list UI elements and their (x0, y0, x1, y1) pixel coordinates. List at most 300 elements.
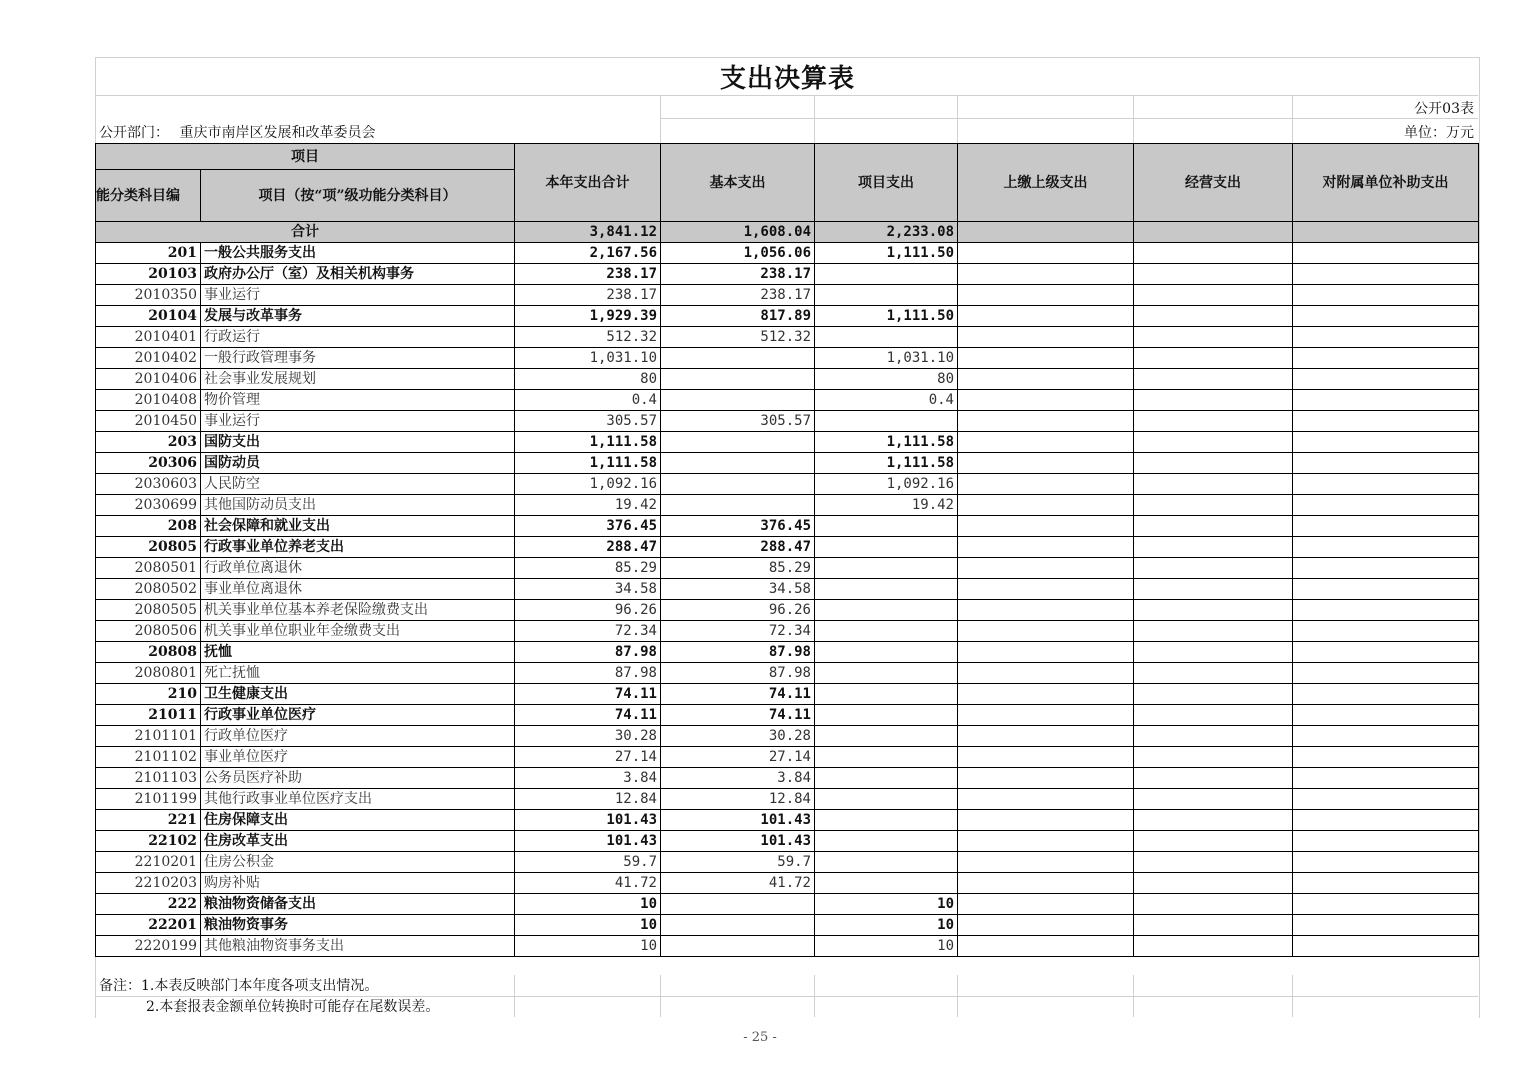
cell-subsidy (1293, 369, 1479, 390)
table-row (96, 831, 1479, 852)
cell-name: 事业单位离退休 (201, 579, 515, 600)
cell-project (815, 852, 958, 873)
cell-project (815, 705, 958, 726)
cell-basic: 41.72 (661, 873, 815, 894)
cell-subsidy (1293, 873, 1479, 894)
cell-code: 20808 (96, 642, 201, 663)
cell-subsidy (1293, 894, 1479, 915)
cell-total: 305.57 (515, 411, 661, 432)
cell-basic: 238.17 (661, 264, 815, 285)
cell-project (815, 789, 958, 810)
cell-total: 1,031.10 (515, 348, 661, 369)
cell-basic: 74.11 (661, 705, 815, 726)
table-row (96, 789, 1479, 810)
cell-code: 22201 (96, 915, 201, 936)
cell-upper (958, 306, 1134, 327)
grid-line (95, 95, 1478, 96)
cell-code: 20805 (96, 537, 201, 558)
cell-project (815, 558, 958, 579)
cell-subsidy (1293, 327, 1479, 348)
cell-total: 30.28 (515, 726, 661, 747)
cell-subsidy (1293, 810, 1479, 831)
cell-project (815, 831, 958, 852)
cell-total: 1,092.16 (515, 474, 661, 495)
cell-name: 购房补贴 (201, 873, 515, 894)
cell-total: 34.58 (515, 579, 661, 600)
total-label: 合计 (96, 222, 515, 243)
cell-upper (958, 348, 1134, 369)
cell-name: 物价管理 (201, 390, 515, 411)
cell-project (815, 537, 958, 558)
grid-line (660, 95, 661, 143)
cell-code: 2101101 (96, 726, 201, 747)
cell-business (1134, 768, 1293, 789)
cell-total: 288.47 (515, 537, 661, 558)
cell-subsidy (1293, 243, 1479, 264)
cell-business (1134, 663, 1293, 684)
cell-name: 人民防空 (201, 474, 515, 495)
table-row (96, 369, 1479, 390)
cell-name: 事业运行 (201, 285, 515, 306)
cell-name: 住房公积金 (201, 852, 515, 873)
cell-subsidy (1293, 852, 1479, 873)
cell-code: 222 (96, 894, 201, 915)
table-row (96, 306, 1479, 327)
cell-project (815, 579, 958, 600)
cell-upper (958, 642, 1134, 663)
table-row (96, 537, 1479, 558)
cell-name: 行政运行 (201, 327, 515, 348)
cell-upper (958, 894, 1134, 915)
table-row (96, 705, 1479, 726)
cell-upper (958, 390, 1134, 411)
table-row (96, 852, 1479, 873)
cell-name: 机关事业单位基本养老保险缴费支出 (201, 600, 515, 621)
cell-basic: 3.84 (661, 768, 815, 789)
cell-business (1134, 558, 1293, 579)
cell-subsidy (1293, 642, 1479, 663)
cell-business (1134, 915, 1293, 936)
total-row (96, 222, 1479, 243)
cell-name: 事业单位医疗 (201, 747, 515, 768)
table-row (96, 327, 1479, 348)
cell-code: 2210201 (96, 852, 201, 873)
cell-code: 2220199 (96, 936, 201, 957)
cell-subsidy (1293, 285, 1479, 306)
cell-business (1134, 789, 1293, 810)
cell-project: 10 (815, 915, 958, 936)
cell-upper (958, 831, 1134, 852)
cell-subsidy (1293, 495, 1479, 516)
cell-project (815, 411, 958, 432)
cell-code: 2210203 (96, 873, 201, 894)
page-title: 支出决算表 (719, 64, 855, 94)
cell-subsidy (1293, 936, 1479, 957)
cell-subsidy (1293, 831, 1479, 852)
cell-total: 85.29 (515, 558, 661, 579)
cell-upper (958, 222, 1134, 243)
cell-code: 2101102 (96, 747, 201, 768)
cell-upper (958, 579, 1134, 600)
cell-total: 96.26 (515, 600, 661, 621)
cell-business (1134, 810, 1293, 831)
cell-total: 87.98 (515, 642, 661, 663)
cell-code: 2010408 (96, 390, 201, 411)
cell-total: 10 (515, 894, 661, 915)
cell-basic (661, 348, 815, 369)
cell-name: 政府办公厅（室）及相关机构事务 (201, 264, 515, 285)
cell-subsidy (1293, 768, 1479, 789)
cell-business (1134, 432, 1293, 453)
cell-upper (958, 915, 1134, 936)
cell-upper (958, 495, 1134, 516)
cell-business (1134, 474, 1293, 495)
cell-basic: 817.89 (661, 306, 815, 327)
cell-business (1134, 390, 1293, 411)
cell-basic: 101.43 (661, 810, 815, 831)
cell-code: 2010450 (96, 411, 201, 432)
cell-subsidy (1293, 432, 1479, 453)
table-row (96, 642, 1479, 663)
cell-basic: 74.11 (661, 684, 815, 705)
cell-code: 2101199 (96, 789, 201, 810)
cell-upper (958, 474, 1134, 495)
cell-business (1134, 621, 1293, 642)
cell-name: 粮油物资储备支出 (201, 894, 515, 915)
cell-subsidy (1293, 348, 1479, 369)
cell-subsidy (1293, 621, 1479, 642)
cell-code: 201 (96, 243, 201, 264)
cell-name: 国防支出 (201, 432, 515, 453)
cell-name: 其他行政事业单位医疗支出 (201, 789, 515, 810)
cell-basic: 72.34 (661, 621, 815, 642)
cell-subsidy (1293, 726, 1479, 747)
table-row (96, 243, 1479, 264)
table-row (96, 474, 1479, 495)
cell-subsidy (1293, 705, 1479, 726)
cell-code: 2080501 (96, 558, 201, 579)
cell-name: 行政事业单位养老支出 (201, 537, 515, 558)
grid-line (660, 118, 1478, 119)
table-row (96, 411, 1479, 432)
cell-name: 一般公共服务支出 (201, 243, 515, 264)
cell-name: 社会保障和就业支出 (201, 516, 515, 537)
cell-business (1134, 285, 1293, 306)
cell-code: 2080505 (96, 600, 201, 621)
cell-total: 12.84 (515, 789, 661, 810)
cell-basic (661, 915, 815, 936)
cell-business (1134, 726, 1293, 747)
table-row (96, 621, 1479, 642)
cell-basic (661, 474, 815, 495)
cell-business (1134, 537, 1293, 558)
cell-upper (958, 747, 1134, 768)
cell-total: 1,111.58 (515, 432, 661, 453)
cell-name: 其他粮油物资事务支出 (201, 936, 515, 957)
page-number: - 25 - (743, 1030, 777, 1045)
table-row (96, 873, 1479, 894)
table-row (96, 432, 1479, 453)
cell-project: 2,233.08 (815, 222, 958, 243)
cell-total: 59.7 (515, 852, 661, 873)
cell-name: 行政单位医疗 (201, 726, 515, 747)
cell-basic: 87.98 (661, 642, 815, 663)
cell-business (1134, 411, 1293, 432)
cell-project (815, 327, 958, 348)
cell-upper (958, 453, 1134, 474)
cell-name: 其他国防动员支出 (201, 495, 515, 516)
cell-upper (958, 285, 1134, 306)
cell-business (1134, 306, 1293, 327)
table-row (96, 264, 1479, 285)
cell-upper (958, 327, 1134, 348)
header-upper: 上缴上级支出 (958, 144, 1134, 222)
cell-subsidy (1293, 306, 1479, 327)
header-basic: 基本支出 (661, 144, 815, 222)
header-business: 经营支出 (1134, 144, 1293, 222)
cell-project: 10 (815, 936, 958, 957)
cell-upper (958, 600, 1134, 621)
cell-project: 1,111.50 (815, 306, 958, 327)
cell-business (1134, 453, 1293, 474)
cell-basic (661, 369, 815, 390)
cell-basic (661, 390, 815, 411)
cell-total: 72.34 (515, 621, 661, 642)
note-1: 备注：1.本表反映部门本年度各项支出情况。 (99, 978, 379, 994)
cell-total: 27.14 (515, 747, 661, 768)
cell-name: 一般行政管理事务 (201, 348, 515, 369)
cell-project (815, 810, 958, 831)
cell-total: 512.32 (515, 327, 661, 348)
cell-business (1134, 264, 1293, 285)
cell-subsidy (1293, 411, 1479, 432)
cell-code: 2010406 (96, 369, 201, 390)
cell-upper (958, 684, 1134, 705)
cell-code: 20104 (96, 306, 201, 327)
cell-subsidy (1293, 663, 1479, 684)
cell-name: 发展与改革事务 (201, 306, 515, 327)
cell-business (1134, 852, 1293, 873)
cell-basic (661, 894, 815, 915)
cell-subsidy (1293, 747, 1479, 768)
cell-total: 2,167.56 (515, 243, 661, 264)
cell-subsidy (1293, 558, 1479, 579)
cell-code: 22102 (96, 831, 201, 852)
cell-project: 19.42 (815, 495, 958, 516)
cell-total: 87.98 (515, 663, 661, 684)
cell-code: 2010401 (96, 327, 201, 348)
cell-upper (958, 516, 1134, 537)
cell-subsidy (1293, 600, 1479, 621)
cell-code: 21011 (96, 705, 201, 726)
cell-upper (958, 873, 1134, 894)
note-2: 2.本套报表金额单位转换时可能存在尾数误差。 (146, 999, 440, 1015)
cell-basic: 34.58 (661, 579, 815, 600)
cell-code: 20103 (96, 264, 201, 285)
cell-business (1134, 894, 1293, 915)
cell-subsidy (1293, 579, 1479, 600)
cell-code: 20306 (96, 453, 201, 474)
table-row (96, 726, 1479, 747)
table-row (96, 810, 1479, 831)
cell-business (1134, 495, 1293, 516)
cell-upper (958, 243, 1134, 264)
grid-line (814, 95, 815, 143)
cell-project (815, 873, 958, 894)
cell-upper (958, 936, 1134, 957)
table-row (96, 936, 1479, 957)
cell-subsidy (1293, 516, 1479, 537)
cell-upper (958, 810, 1134, 831)
cell-subsidy (1293, 222, 1479, 243)
cell-upper (958, 411, 1134, 432)
cell-upper (958, 537, 1134, 558)
cell-subsidy (1293, 789, 1479, 810)
table-row (96, 579, 1479, 600)
cell-code: 221 (96, 810, 201, 831)
cell-basic: 101.43 (661, 831, 815, 852)
cell-name: 抚恤 (201, 642, 515, 663)
expenditure-table (95, 143, 1479, 957)
cell-name: 事业运行 (201, 411, 515, 432)
table-row (96, 558, 1479, 579)
cell-code: 2080502 (96, 579, 201, 600)
cell-business (1134, 873, 1293, 894)
cell-code: 2080506 (96, 621, 201, 642)
cell-business (1134, 831, 1293, 852)
cell-upper (958, 852, 1134, 873)
table-row (96, 768, 1479, 789)
cell-name: 死亡抚恤 (201, 663, 515, 684)
cell-name: 机关事业单位职业年金缴费支出 (201, 621, 515, 642)
cell-total: 1,929.39 (515, 306, 661, 327)
cell-code: 2101103 (96, 768, 201, 789)
cell-total: 101.43 (515, 831, 661, 852)
cell-basic: 376.45 (661, 516, 815, 537)
cell-business (1134, 747, 1293, 768)
cell-business (1134, 243, 1293, 264)
header-subsidy: 对附属单位补助支出 (1293, 144, 1479, 222)
cell-subsidy (1293, 684, 1479, 705)
cell-project: 10 (815, 894, 958, 915)
table-id: 公开03表 (1414, 101, 1474, 117)
cell-name: 粮油物资事务 (201, 915, 515, 936)
department-label: 公开部门： (99, 125, 169, 141)
cell-subsidy (1293, 474, 1479, 495)
cell-basic (661, 936, 815, 957)
cell-basic (661, 432, 815, 453)
cell-total: 3,841.12 (515, 222, 661, 243)
cell-business (1134, 222, 1293, 243)
table-row (96, 600, 1479, 621)
cell-business (1134, 705, 1293, 726)
cell-basic: 87.98 (661, 663, 815, 684)
cell-basic (661, 453, 815, 474)
grid-line (1292, 95, 1293, 143)
cell-project (815, 264, 958, 285)
cell-total: 101.43 (515, 810, 661, 831)
header-project: 项目支出 (815, 144, 958, 222)
table-row (96, 747, 1479, 768)
cell-total: 80 (515, 369, 661, 390)
cell-project (815, 663, 958, 684)
cell-code: 2010402 (96, 348, 201, 369)
cell-business (1134, 579, 1293, 600)
cell-project: 1,092.16 (815, 474, 958, 495)
cell-business (1134, 936, 1293, 957)
cell-total: 74.11 (515, 705, 661, 726)
cell-basic: 238.17 (661, 285, 815, 306)
cell-name: 国防动员 (201, 453, 515, 474)
cell-total: 238.17 (515, 264, 661, 285)
cell-subsidy (1293, 537, 1479, 558)
cell-total: 10 (515, 915, 661, 936)
cell-basic: 59.7 (661, 852, 815, 873)
grid-line (1133, 95, 1134, 143)
grid-line (957, 95, 958, 143)
cell-upper (958, 558, 1134, 579)
cell-business (1134, 516, 1293, 537)
cell-basic: 30.28 (661, 726, 815, 747)
cell-name: 住房保障支出 (201, 810, 515, 831)
cell-project (815, 285, 958, 306)
cell-project (815, 642, 958, 663)
table-row (96, 495, 1479, 516)
cell-upper (958, 663, 1134, 684)
table-row (96, 390, 1479, 411)
cell-code: 2080801 (96, 663, 201, 684)
table-row (96, 348, 1479, 369)
department-line (99, 124, 375, 142)
cell-name: 卫生健康支出 (201, 684, 515, 705)
header-total: 本年支出合计 (515, 144, 661, 222)
cell-upper (958, 705, 1134, 726)
cell-upper (958, 789, 1134, 810)
department-name: 重庆市南岸区发展和改革委员会 (179, 125, 376, 141)
cell-name: 行政事业单位医疗 (201, 705, 515, 726)
cell-upper (958, 369, 1134, 390)
cell-project: 1,111.58 (815, 432, 958, 453)
cell-total: 41.72 (515, 873, 661, 894)
cell-project: 1,111.50 (815, 243, 958, 264)
cell-code: 2030603 (96, 474, 201, 495)
cell-name: 公务员医疗补助 (201, 768, 515, 789)
cell-subsidy (1293, 264, 1479, 285)
cell-project (815, 516, 958, 537)
cell-basic: 288.47 (661, 537, 815, 558)
cell-code: 203 (96, 432, 201, 453)
cell-total: 0.4 (515, 390, 661, 411)
cell-name: 社会事业发展规划 (201, 369, 515, 390)
cell-subsidy (1293, 390, 1479, 411)
cell-total: 19.42 (515, 495, 661, 516)
cell-upper (958, 432, 1134, 453)
table-row (96, 663, 1479, 684)
cell-name: 行政单位离退休 (201, 558, 515, 579)
cell-upper (958, 264, 1134, 285)
table-row (96, 684, 1479, 705)
cell-project (815, 621, 958, 642)
cell-project (815, 747, 958, 768)
cell-upper (958, 726, 1134, 747)
cell-basic: 85.29 (661, 558, 815, 579)
cell-project (815, 768, 958, 789)
cell-code: 2030699 (96, 495, 201, 516)
cell-code: 208 (96, 516, 201, 537)
cell-total: 10 (515, 936, 661, 957)
cell-upper (958, 768, 1134, 789)
cell-basic (661, 495, 815, 516)
